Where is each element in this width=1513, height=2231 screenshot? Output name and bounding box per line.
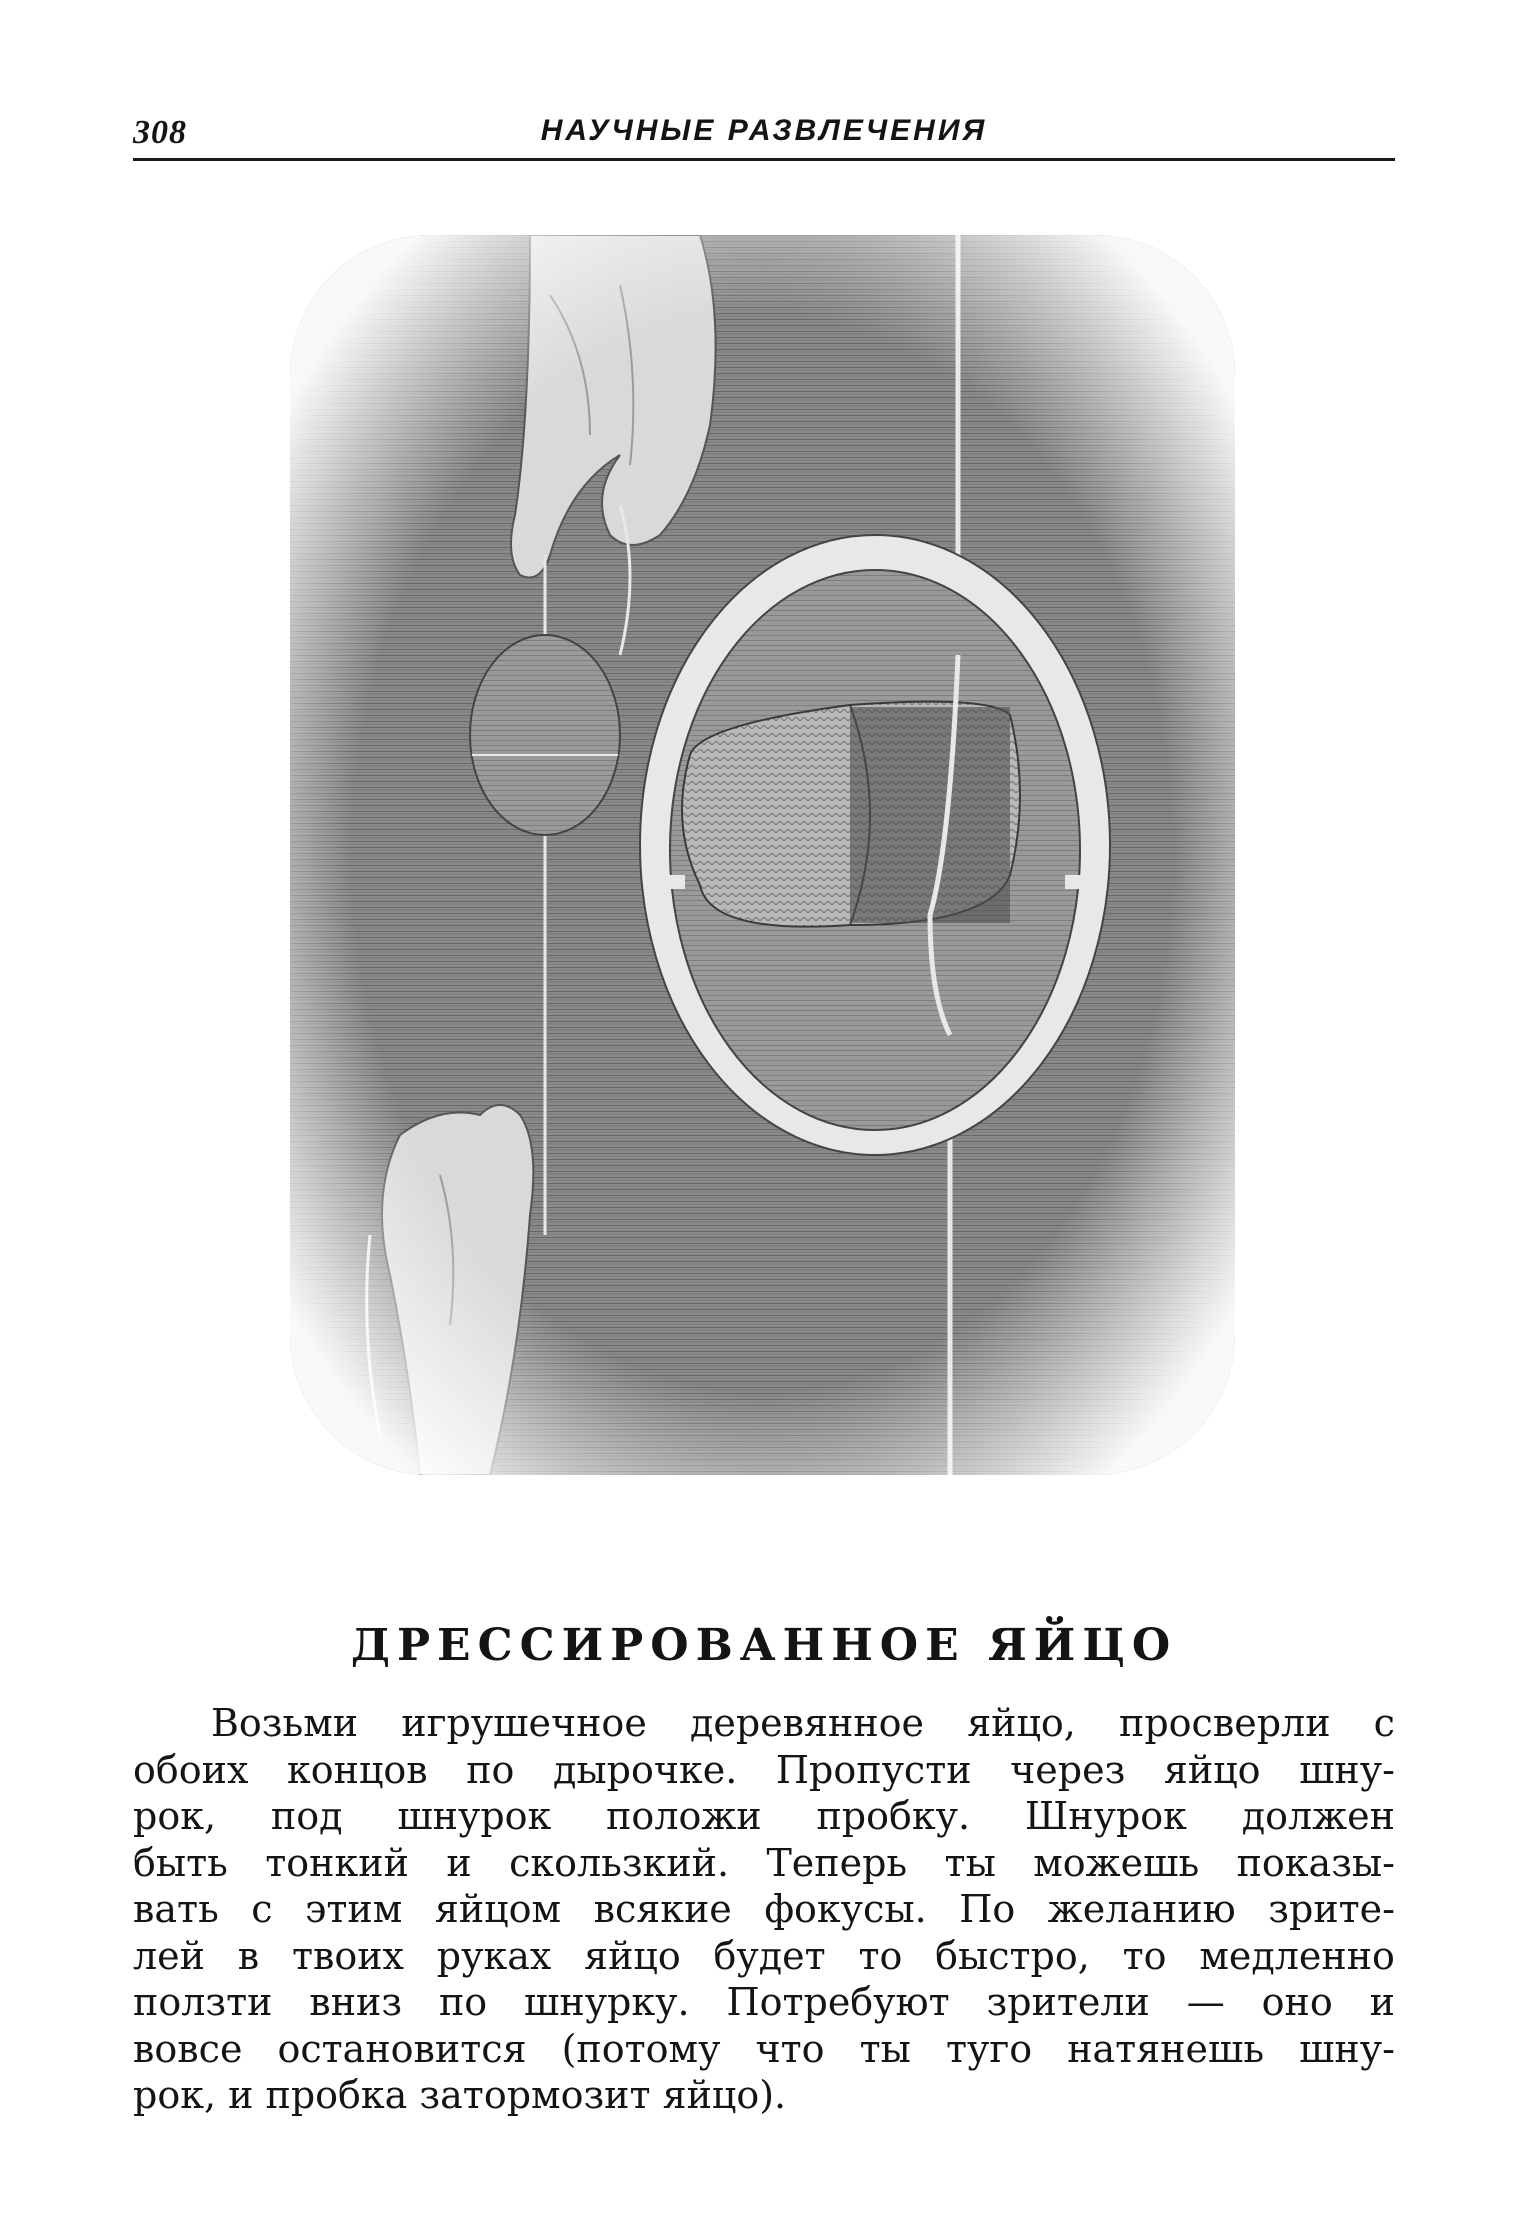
egg-trick-illustration [290, 235, 1235, 1475]
body-line: рок, и пробка затормозит яйцо). [133, 2073, 787, 2117]
body-line: рок, под шнурок положи пробку. Шнурок должен [133, 1794, 1395, 1838]
section-title: ДРЕССИРОВАННОЕ ЯЙЦО [350, 1620, 1178, 1671]
page-number: 308 [133, 114, 187, 151]
body-line: лей в твоих руках яйцо будет то быстро, то медленно [133, 1933, 1395, 1978]
body-line: Возьми игрушечное деревянное яйцо, просверли с [211, 1701, 1395, 1745]
body-line: вать с этим яйцом всякие фокусы. По желанию зрите- [133, 1887, 1395, 1931]
page-header [133, 108, 1395, 158]
body-line: ползти вниз по шнурку. Потребуют зрители — оно и [133, 1980, 1395, 2024]
body-line: вовсе остановится (потому что ты туго натянешь шну- [133, 2026, 1395, 2071]
running-title: НАУЧНЫЕ РАЗВЛЕЧЕНИЯ [540, 114, 988, 147]
body-text [133, 1700, 1395, 2119]
body-line: быть тонкий и скользкий. Теперь ты можешь показы- [133, 1840, 1395, 1885]
body-line: обоих концов по дырочке. Пропусти через яйцо шну- [133, 1747, 1395, 1792]
header-rule [133, 158, 1395, 161]
